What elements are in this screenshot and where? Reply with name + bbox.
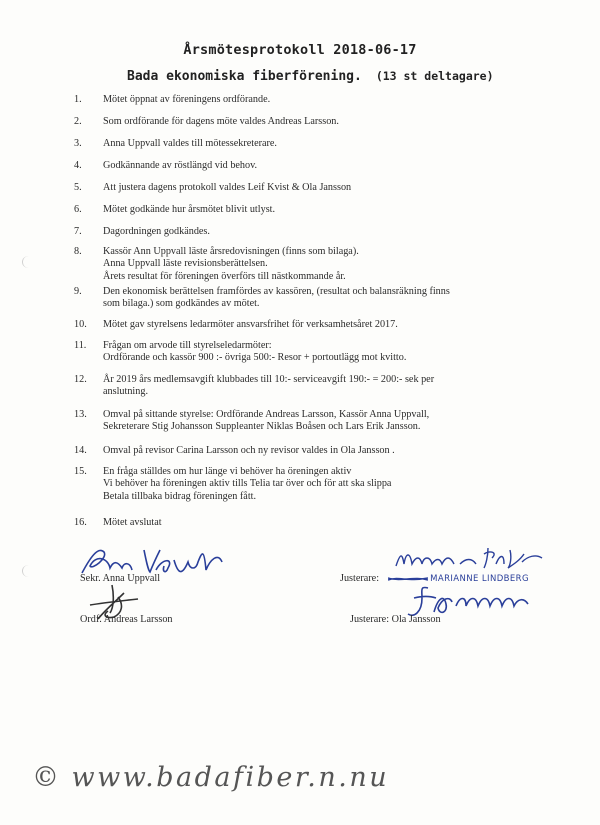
item-number: 12. bbox=[74, 374, 87, 385]
item-text-line: En fråga ställdes om hur länge vi behöver ha öreningen aktiv bbox=[103, 466, 352, 477]
item-text bbox=[103, 246, 523, 283]
item-text bbox=[103, 466, 523, 503]
item-number: 3. bbox=[74, 138, 82, 149]
crossed-out-scribble bbox=[388, 575, 428, 583]
item-text bbox=[103, 445, 523, 457]
auditor-2-signature-label: Justerare: Ola Jansson bbox=[350, 614, 441, 625]
item-text-line: Godkännande av röstlängd vid behov. bbox=[103, 160, 258, 171]
item-text bbox=[103, 116, 523, 128]
item-number: 8. bbox=[74, 246, 82, 257]
association-name: Bada ekonomiska fiberförening. bbox=[127, 69, 362, 84]
chairman-signature-label: Ordf. Andreas Larsson bbox=[80, 614, 173, 625]
item-text-line: Anna Uppvall läste revisionsberättelsen. bbox=[103, 258, 268, 270]
item-text-line: Omval på sittande styrelse: Ordförande Andreas Larsson, Kassör Anna Uppvall, bbox=[103, 409, 430, 420]
item-text-line: Mötet godkände hur årsmötet blivit utlyst. bbox=[103, 204, 276, 215]
item-text bbox=[103, 160, 523, 172]
item-text-line: År 2019 års medlemsavgift klubbades till 10:- serviceavgift 190:- = 200:- sek per bbox=[103, 374, 435, 385]
item-text-line: Omval på revisor Carina Larsson och ny revisor valdes in Ola Jansson . bbox=[103, 445, 395, 456]
item-text bbox=[103, 226, 523, 238]
item-text-line: Vi behöver ha föreningen aktiv tills Telia tar över och för att ska slippa bbox=[103, 478, 392, 490]
item-number: 1. bbox=[74, 94, 82, 105]
item-number: 16. bbox=[74, 517, 87, 528]
copyright-symbol: © bbox=[32, 762, 62, 793]
footer-website bbox=[32, 762, 389, 793]
item-text-line: Kassör Ann Uppvall läste årsredovisningen (finns som bilaga). bbox=[103, 246, 359, 257]
item-text-line: Anna Uppvall valdes till mötessekreterare. bbox=[103, 138, 277, 149]
item-number: 9. bbox=[74, 286, 82, 297]
item-text-line: Dagordningen godkändes. bbox=[103, 226, 210, 237]
item-text-line: Mötet avslutat bbox=[103, 517, 162, 528]
item-number: 5. bbox=[74, 182, 82, 193]
auditor-1-signature-label bbox=[340, 573, 529, 584]
item-number: 7. bbox=[74, 226, 82, 237]
item-number: 10. bbox=[74, 319, 87, 330]
item-text-line: Betala tillbaka bidrag föreningen fått. bbox=[103, 490, 257, 502]
item-number: 14. bbox=[74, 445, 87, 456]
item-text bbox=[103, 374, 523, 399]
item-text-line: Ordförande och kassör 900 :- övriga 500:- Resor + portoutlägg mot kvitto. bbox=[103, 352, 407, 364]
item-text bbox=[103, 517, 523, 529]
punch-hole bbox=[22, 256, 35, 268]
association-heading bbox=[127, 69, 494, 84]
item-text-line: Sekreterare Stig Johansson Suppleanter Niklas Boåsen och Lars Erik Jansson. bbox=[103, 421, 421, 433]
item-text-line: Den ekonomisk berättelsen framfördes av kassören, (resultat och balansräkning finns bbox=[103, 286, 450, 297]
item-text bbox=[103, 182, 523, 194]
item-text bbox=[103, 204, 523, 216]
item-text-line: Årets resultat för föreningen överförs till nästkommande år. bbox=[103, 270, 346, 282]
item-text-line: Som ordförande för dagens möte valdes Andreas Larsson. bbox=[103, 116, 339, 127]
auditor-1-handwritten-name: MARIANNE LINDBERG bbox=[430, 574, 529, 584]
item-number: 6. bbox=[74, 204, 82, 215]
auditor-1-label: Justerare: bbox=[340, 573, 380, 584]
item-text bbox=[103, 138, 523, 150]
item-text-line: Frågan om arvode till styrelseledarmöter: bbox=[103, 340, 272, 351]
item-text-line: anslutning. bbox=[103, 386, 148, 398]
item-number: 13. bbox=[74, 409, 87, 420]
website-url[interactable]: www.badafiber.n.nu bbox=[71, 762, 390, 793]
item-text bbox=[103, 319, 523, 331]
item-text-line: Mötet öppnat av föreningens ordförande. bbox=[103, 94, 271, 105]
item-text-line: Mötet gav styrelsens ledarmöter ansvarsfrihet för verksamhetsåret 2017. bbox=[103, 319, 398, 330]
item-text-line: som bilaga.) som godkändes av mötet. bbox=[103, 298, 260, 310]
punch-hole bbox=[22, 565, 35, 577]
item-text-line: Att justera dagens protokoll valdes Leif Kvist & Ola Jansson bbox=[103, 182, 352, 193]
item-text bbox=[103, 409, 523, 434]
item-text bbox=[103, 94, 523, 106]
item-number: 4. bbox=[74, 160, 82, 171]
item-text bbox=[103, 340, 523, 365]
signature-marianne-lindberg bbox=[392, 544, 552, 572]
item-number: 15. bbox=[74, 466, 87, 477]
item-number: 2. bbox=[74, 116, 82, 127]
secretary-signature-label: Sekr. Anna Uppvall bbox=[80, 573, 161, 584]
item-number: 11. bbox=[74, 340, 87, 351]
item-text bbox=[103, 286, 523, 311]
participant-count: (13 st deltagare) bbox=[375, 69, 494, 83]
document-title: Årsmötesprotokoll 2018-06-17 bbox=[183, 42, 417, 58]
